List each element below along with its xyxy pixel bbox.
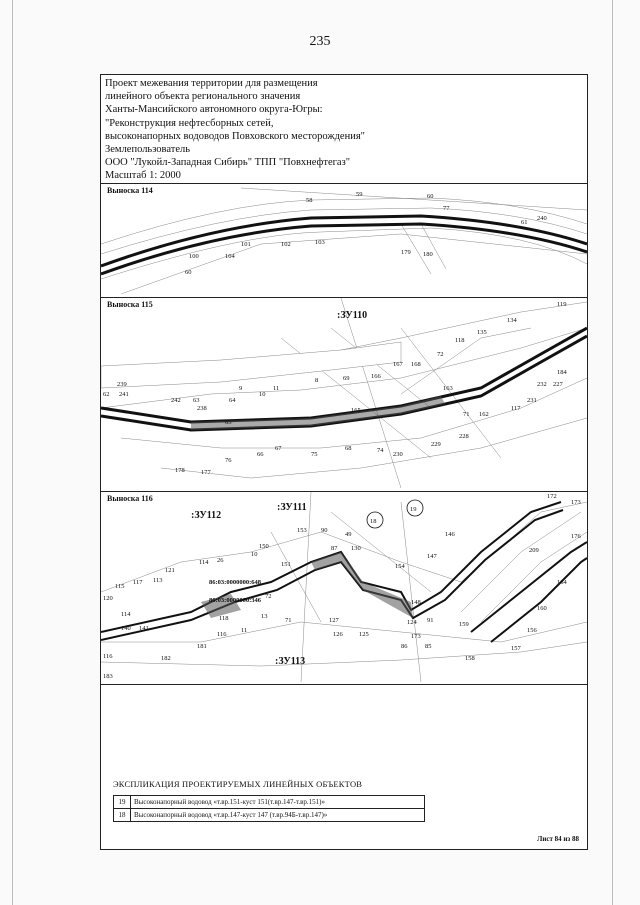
point-label: 65	[225, 419, 232, 426]
point-label: 173	[571, 499, 581, 506]
point-label: 229	[431, 441, 441, 448]
point-label: 130	[351, 545, 361, 552]
point-label: 141	[139, 625, 149, 632]
panel-title: Выноска 114	[107, 186, 153, 195]
point-label: 182	[161, 655, 171, 662]
object-number: 19	[410, 506, 417, 513]
point-label: 67	[275, 445, 282, 452]
point-label: 168	[411, 361, 421, 368]
object-number-cell: 18	[114, 809, 131, 822]
point-label: 117	[511, 405, 521, 412]
point-label: 158	[465, 655, 475, 662]
point-label: 114	[121, 611, 131, 618]
panel-title: Выноска 116	[107, 494, 153, 503]
point-label: 75	[311, 451, 318, 458]
point-label: 103	[315, 239, 325, 246]
point-label: 11	[273, 385, 280, 392]
drawing-sheet	[100, 74, 588, 850]
cadastral-number: 86:03:0000000:648	[209, 579, 261, 586]
zone-label: :ЗУ113	[275, 656, 306, 667]
point-label: 49	[345, 531, 352, 538]
point-label: 10	[251, 551, 258, 558]
point-label: 118	[455, 337, 465, 344]
point-label: 60	[427, 193, 434, 200]
point-label: 116	[217, 631, 227, 638]
point-label: 60	[185, 269, 192, 276]
point-label: 62	[103, 391, 110, 398]
point-label: 90	[321, 527, 328, 534]
map-panel-116	[101, 491, 587, 685]
point-label: 101	[241, 241, 251, 248]
map-drawing-115	[101, 298, 587, 492]
zone-label: :ЗУ111	[277, 502, 307, 513]
point-label: 134	[507, 317, 517, 324]
point-label: 228	[459, 433, 469, 440]
point-label: 231	[527, 397, 537, 404]
land-user-label: Землепользователь	[105, 144, 191, 156]
point-label: 163	[443, 385, 453, 392]
point-label: 209	[529, 547, 539, 554]
object-description-cell: Высоконапорный водовод «т.вр.147-куст 147 (т.вр.94Б-т.вр.147)»	[131, 809, 425, 822]
point-label: 126	[333, 631, 343, 638]
zone-label: :ЗУ110	[337, 310, 368, 321]
table-row	[114, 809, 425, 822]
title-block	[105, 77, 585, 183]
point-label: 157	[511, 645, 521, 652]
point-label: 181	[197, 643, 207, 650]
point-label: 232	[537, 381, 547, 388]
point-label: 76	[225, 457, 232, 464]
point-label: 72	[265, 593, 272, 600]
panel-title: Выноска 115	[107, 300, 153, 309]
point-label: 100	[189, 253, 199, 260]
point-label: 240	[537, 215, 547, 222]
point-label: 173	[411, 633, 421, 640]
scan-edge-left	[12, 0, 13, 905]
explication-table	[113, 795, 425, 822]
point-label: 104	[225, 253, 235, 260]
title-line: Проект межевания территории для размещения	[105, 78, 318, 89]
point-label: 227	[553, 381, 563, 388]
point-label: 177	[201, 469, 211, 476]
point-label: 184	[557, 369, 567, 376]
point-label: 150	[259, 543, 269, 550]
point-label: 183	[103, 673, 113, 680]
zone-label: :ЗУ112	[191, 510, 222, 521]
point-label: 127	[329, 617, 339, 624]
point-label: 59	[356, 191, 363, 198]
point-label: 160	[537, 605, 547, 612]
point-label: 87	[331, 545, 338, 552]
point-label: 71	[463, 411, 470, 418]
point-label: 68	[345, 445, 352, 452]
map-drawing-116	[101, 492, 587, 684]
point-label: 116	[103, 653, 113, 660]
map-panel-114	[101, 183, 587, 299]
title-line: высоконапорных водоводов Повховского месторождения"	[105, 130, 365, 142]
point-label: 119	[557, 301, 567, 308]
explication-title: ЭКСПЛИКАЦИЯ ПРОЕКТИРУЕМЫХ ЛИНЕЙНЫХ ОБЪЕКТОВ	[113, 779, 363, 789]
point-label: 164	[557, 579, 567, 586]
page-number: 235	[309, 34, 331, 49]
object-description-cell: Высоконапорный водовод «т.вр.151-куст 151(т.вр.147-т.вр.151)»	[131, 796, 425, 809]
point-label: 165	[351, 407, 361, 414]
point-label: 167	[393, 361, 403, 368]
point-label: 140	[121, 625, 131, 632]
point-label: 156	[527, 627, 537, 634]
point-label: 91	[427, 617, 434, 624]
point-label: 117	[133, 579, 143, 586]
point-label: 154	[395, 563, 405, 570]
scale-label: Масштаб 1: 2000	[105, 170, 181, 182]
point-label: 124	[407, 619, 417, 626]
point-label: 61	[521, 219, 528, 226]
point-label: 176	[571, 533, 581, 540]
sheet-counter: Лист 84 из 88	[537, 835, 579, 843]
point-label: 85	[425, 643, 432, 650]
point-label: 58	[306, 197, 313, 204]
point-label: 125	[359, 631, 369, 638]
title-line: линейного объекта регионального значения	[105, 91, 301, 103]
point-label: 8	[315, 377, 319, 384]
point-label: 180	[423, 251, 433, 258]
point-label: 66	[257, 451, 264, 458]
point-label: 102	[281, 241, 291, 248]
object-number: 18	[370, 518, 377, 525]
point-label: 77	[443, 205, 450, 212]
point-label: 64	[229, 397, 236, 404]
cadastral-number: 86:03:0000000:346	[209, 597, 261, 604]
point-label: 242	[171, 397, 181, 404]
point-label: 179	[401, 249, 411, 256]
point-label: 10	[259, 391, 266, 398]
point-label: 118	[219, 615, 229, 622]
point-label: 166	[371, 373, 381, 380]
point-label: 148	[411, 599, 421, 606]
point-label: 147	[427, 553, 437, 560]
map-drawing-114	[101, 184, 587, 298]
explication-section	[113, 779, 583, 822]
title-line: "Реконструкция нефтесборных сетей,	[105, 117, 274, 129]
table-row	[114, 796, 425, 809]
point-label: 69	[343, 375, 350, 382]
point-label: 120	[103, 595, 113, 602]
point-label: 113	[153, 577, 163, 584]
point-label: 115	[115, 583, 125, 590]
point-label: 114	[199, 559, 209, 566]
point-label: 13	[261, 613, 268, 620]
point-label: 153	[297, 527, 307, 534]
point-label: 162	[479, 411, 489, 418]
point-label: 239	[117, 381, 127, 388]
land-user-name: ООО "Лукойл-Западная Сибирь" ТПП "Повхнефтегаз"	[105, 157, 351, 169]
point-label: 26	[217, 557, 224, 564]
point-label: 86	[401, 643, 408, 650]
point-label: 63	[193, 397, 200, 404]
point-label: 159	[459, 621, 469, 628]
point-label: 178	[175, 467, 185, 474]
object-number-cell: 19	[114, 796, 131, 809]
point-label: 151	[281, 561, 291, 568]
point-label: 172	[547, 493, 557, 500]
point-label: 241	[119, 391, 129, 398]
point-label: 9	[239, 385, 243, 392]
point-label: 74	[377, 447, 384, 454]
point-label: 121	[165, 567, 175, 574]
title-line: Ханты-Мансийского автономного округа-Югры:	[105, 104, 323, 116]
point-label: 146	[445, 531, 455, 538]
point-label: 230	[393, 451, 403, 458]
point-label: 71	[285, 617, 292, 624]
scan-edge-right	[612, 0, 613, 905]
point-label: 72	[437, 351, 444, 358]
point-label: 11	[241, 627, 248, 634]
point-label: 238	[197, 405, 207, 412]
map-panel-115	[101, 297, 587, 493]
point-label: 135	[477, 329, 487, 336]
